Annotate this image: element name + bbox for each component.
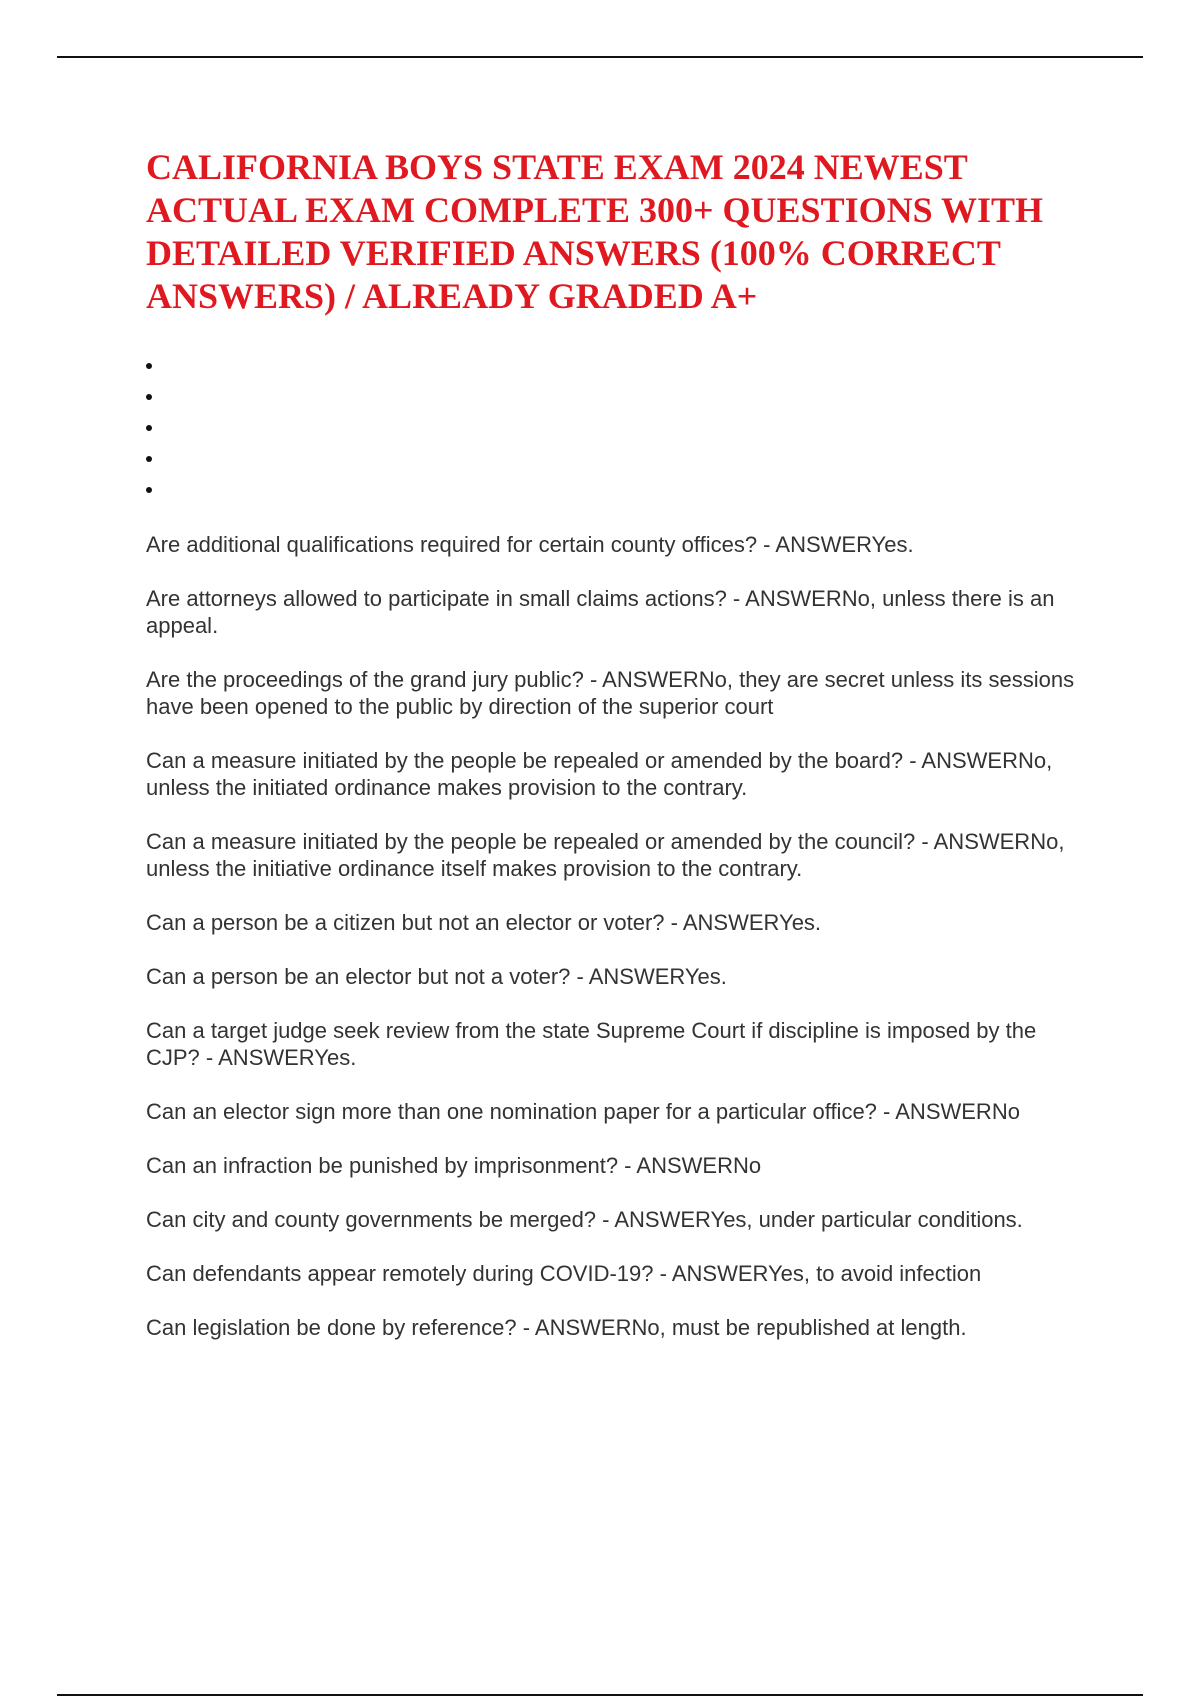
- qa-item: Can defendants appear remotely during COVID-19? - ANSWERYes, to avoid infection: [146, 1261, 982, 1286]
- bottom-rule: [57, 1694, 1143, 1696]
- qa-item: Can an infraction be punished by imprisonment? - ANSWERNo: [146, 1153, 762, 1178]
- qa-item: Can an elector sign more than one nomination paper for a particular office? - ANSWERNo: [146, 1099, 1020, 1124]
- qa-item: Can a target judge seek review from the state Supreme Court if discipline is imposed by the CJP? - ANSWERYes.: [146, 1018, 1037, 1070]
- qa-item: Can city and county governments be merged? - ANSWERYes, under particular conditions.: [146, 1207, 1023, 1232]
- top-rule: [57, 56, 1143, 58]
- document-title: CALIFORNIA BOYS STATE EXAM 2024 NEWEST ACTUAL EXAM COMPLETE 300+ QUESTIONS WITH DETAILED VERIFIED ANSWERS (100% CORRECT ANSWERS) / ALREADY GRADED A+: [146, 147, 1043, 316]
- qa-item: Are the proceedings of the grand jury public? - ANSWERNo, they are secret unless its sessions have been opened to the public by direction of the superior court: [146, 667, 1075, 719]
- qa-item: Are attorneys allowed to participate in small claims actions? - ANSWERNo, unless there is an appeal.: [146, 586, 1055, 638]
- qa-item: Are additional qualifications required for certain county offices? - ANSWERYes.: [146, 532, 914, 557]
- qa-item: Can a person be a citizen but not an elector or voter? - ANSWERYes.: [146, 910, 822, 935]
- qa-item: Can a measure initiated by the people be repealed or amended by the council? - ANSWERNo, unless the initiative ordinance itself makes provision to the contrary.: [146, 829, 1065, 881]
- qa-list: [146, 531, 1096, 1368]
- qa-item: Can legislation be done by reference? - ANSWERNo, must be republished at length.: [146, 1315, 967, 1340]
- qa-item: Can a measure initiated by the people be repealed or amended by the board? - ANSWERNo, unless the initiated ordinance makes provision to the contrary.: [146, 748, 1053, 800]
- qa-item: Can a person be an elector but not a voter? - ANSWERYes.: [146, 964, 727, 989]
